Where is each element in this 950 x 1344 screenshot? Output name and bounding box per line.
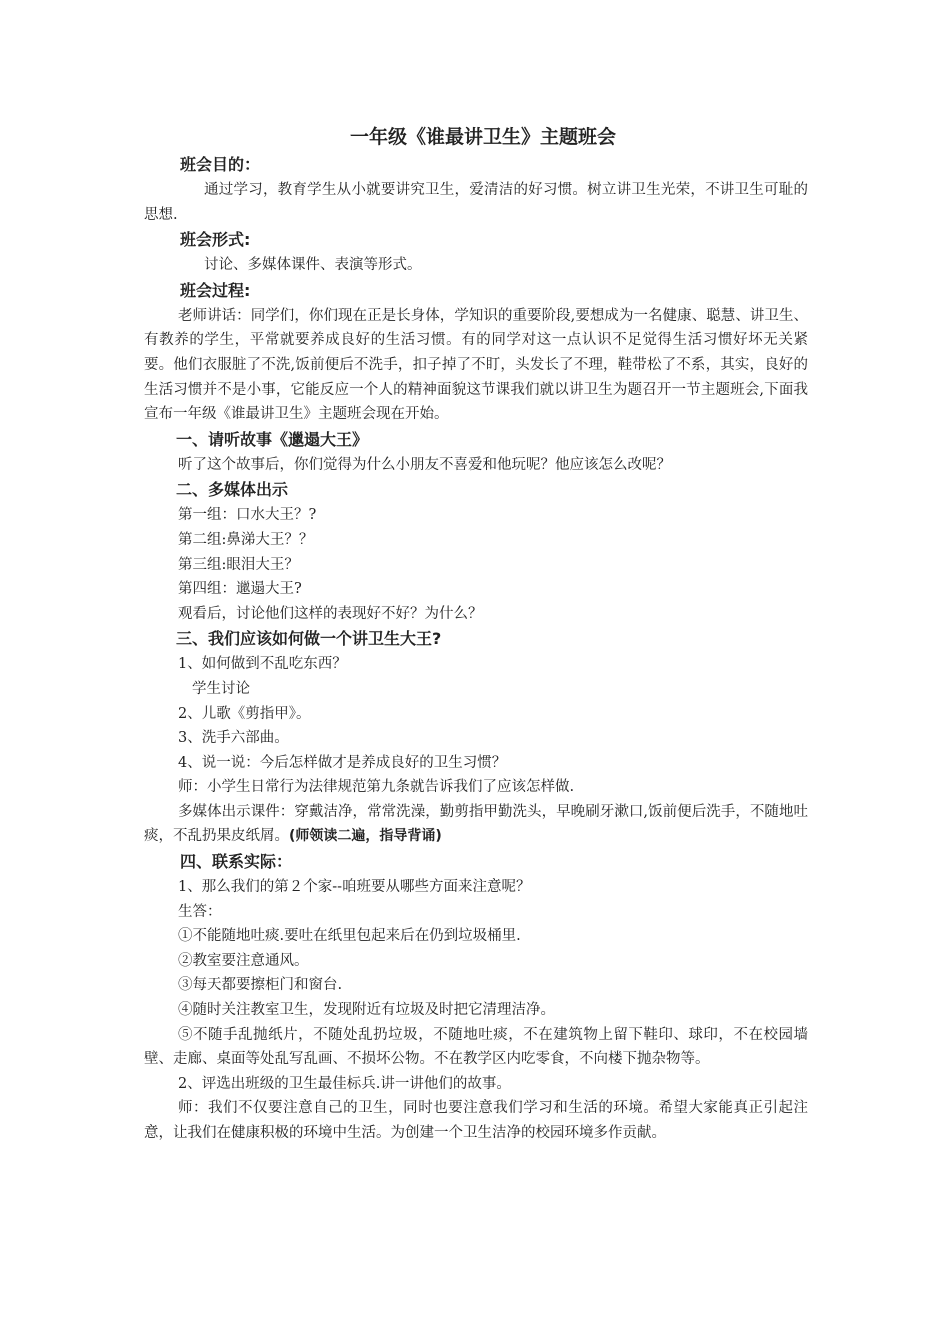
part1-text: 听了这个故事后，你们觉得为什么小朋友不喜爱和他玩呢？他应该怎么改呢？ — [178, 456, 671, 473]
part3-q1-note: 学生讨论 — [192, 680, 250, 697]
part4-answer: ④随时关注教室卫生，发现附近有垃圾及时把它清理洁净。 — [178, 1002, 555, 1019]
part2-item: 第一组：口水大王？? — [178, 507, 317, 524]
part4-answer: ③每天都要擦柜门和窗台. — [178, 977, 343, 994]
part4-q1: 1、那么我们的第２个家--咱班要从哪些方面来注意呢？ — [178, 879, 531, 896]
part2-heading: 二、多媒体出示 — [176, 480, 289, 500]
form-heading: 班会形式: — [180, 230, 251, 250]
part3-q1: 1、如何做到不乱吃东西？ — [178, 656, 347, 673]
part4-answer-label: 生答： — [178, 903, 222, 920]
part4-heading: 四、联系实际： — [180, 852, 293, 872]
closing-text: 师：我们不仅要注意自己的卫生，同时也要注意我们学习和生活的环境。希望大家能真正引起注意，让我们在健康积极的环境中生活。为创建一个卫生洁净的校园环境多作贡献。 — [144, 1100, 808, 1141]
purpose-text: 通过学习，教育学生从小就要讲究卫生，爱清洁的好习惯。树立讲卫生光荣，不讲卫生可耻的思想. — [144, 182, 808, 223]
part3-teacher: 师：小学生日常行为法律规范第九条就告诉我们了应该怎样做. — [178, 779, 575, 796]
document-title: 一年级《谁最讲卫生》主题班会 — [349, 126, 616, 148]
part3-heading: 三、我们应该如何做一个讲卫生大王? — [176, 629, 442, 649]
part3-q4: 4、说一说：今后怎样做才是养成良好的卫生习惯？ — [178, 754, 507, 771]
teacher-intro: 老师讲话：同学们，你们现在正是长身体，学知识的重要阶段,要想成为一名健康、聪慧、讲卫生、有教养的学生，平常就要养成良好的生活习惯。有的同学对这一点认识不足觉得生活习惯好坏无关紧要。他们衣服脏了不洗,饭前便后不洗手，扣子掉了不盯，头发长了不理，鞋带松了不系，其实，良好的生活习惯并不是小事，它能反应一个人的精神面貌这节课我们就以讲卫生为题召开一节主题班会,下面我宣布一年级《谁最讲卫生》主题班会现在开始。 — [144, 307, 808, 423]
part3-media-bold: (师领读二遍，指导背诵) — [289, 828, 442, 845]
part4-answer: ②教室要注意通风。 — [178, 952, 309, 969]
process-heading: 班会过程: — [180, 280, 251, 300]
part1-heading: 一、请听故事《邋遢大王》 — [176, 429, 369, 449]
part3-q3: 3、洗手六部曲。 — [178, 730, 289, 747]
part3-media — [144, 800, 808, 849]
part3-media-text: 多媒体出示课件：穿戴洁净，常常洗澡，勤剪指甲勤洗头，早晚刷牙漱口,饭前便后洗手，不随地吐痰，不乱扔果皮纸屑。 — [144, 803, 808, 845]
part4-q2: 2、评选出班级的卫生最佳标兵.讲一讲他们的故事。 — [178, 1075, 511, 1092]
part2-item: 第四组：邋遢大王? — [178, 581, 302, 598]
document-body — [144, 122, 808, 1146]
part2-item: 第三组:眼泪大王？ — [178, 556, 299, 573]
part3-q2: 2、儿歌《剪指甲》。 — [178, 705, 311, 722]
part2-item: 观看后，讨论他们这样的表现好不好？为什么？ — [178, 605, 483, 622]
form-text: 讨论、多媒体课件、表演等形式。 — [204, 257, 422, 274]
part4-answer-5: ⑤不随手乱抛纸片，不随处乱扔垃圾，不随地吐痰，不在建筑物上留下鞋印、球印，不在校园墙壁、走廊、桌面等处乱写乱画、不损坏公物。不在教学区内吃零食，不向楼下抛杂物等。 — [144, 1026, 808, 1068]
part2-item: 第二组:鼻涕大王？？ — [178, 531, 314, 548]
purpose-heading: 班会目的： — [180, 155, 261, 174]
part4-answer: ①不能随地吐痰.要吐在纸里包起来后在仍到垃圾桶里. — [178, 928, 521, 945]
